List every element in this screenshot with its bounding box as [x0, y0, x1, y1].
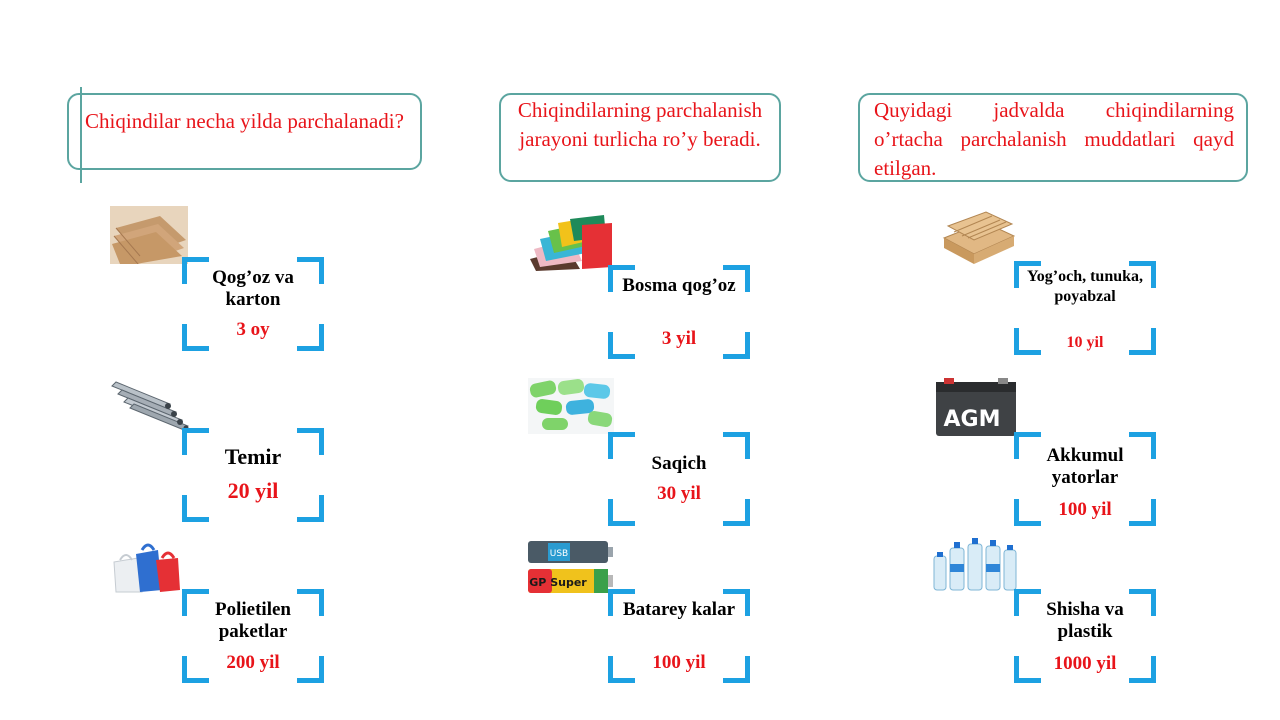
- card-label: Batarey kalar: [622, 599, 736, 620]
- colored-paper-icon: [528, 213, 614, 271]
- card-paper-cardboard: [182, 257, 324, 351]
- card-label: Bosma qog’oz: [622, 275, 736, 296]
- cardboard-sheets-icon: [110, 206, 188, 264]
- card-value: 20 yil: [227, 478, 279, 503]
- card-label: Shisha va plastik: [1046, 599, 1124, 642]
- card-label: Qog’oz va karton: [212, 267, 294, 310]
- batteries-icon: [528, 539, 614, 595]
- card-glass-plastic: [1014, 589, 1156, 683]
- card-batteries: [608, 589, 750, 683]
- plastic-bottles-icon: [930, 536, 1024, 594]
- card-label: Saqich: [651, 453, 707, 474]
- card-value: 1000 yil: [1053, 653, 1117, 674]
- card-value: 10 yil: [1066, 334, 1104, 351]
- card-value: 200 yil: [226, 652, 280, 673]
- chewing-gum-icon: [528, 378, 614, 434]
- plastic-bags-icon: [112, 540, 184, 594]
- card-value: 100 yil: [1058, 499, 1112, 520]
- battery-brand-text: GP Super: [529, 576, 587, 589]
- card-iron: [182, 428, 324, 522]
- card-label: Temir: [224, 444, 282, 469]
- card-label: Polietilen paketlar: [215, 599, 291, 642]
- card-printed-paper: [608, 265, 750, 359]
- process-text: Chiqindilarning parchalanish jarayoni turlicha ro’y beradi.: [517, 98, 763, 151]
- question-banner: [67, 93, 422, 170]
- card-accumulators: [1014, 432, 1156, 526]
- battery-usb-text: USB: [549, 549, 569, 559]
- agm-text: AGM: [943, 407, 1001, 432]
- question-text: Chiqindilar necha yilda parchalanadi?: [85, 109, 404, 133]
- car-battery-icon: [932, 378, 1020, 438]
- card-chewing-gum: [608, 432, 750, 526]
- wooden-pallets-icon: [940, 208, 1016, 266]
- card-value: 100 yil: [652, 652, 706, 673]
- card-value: 3 oy: [236, 319, 270, 340]
- process-banner: [499, 93, 781, 182]
- card-label: Yog’och, tunuka, poyabzal: [1026, 268, 1144, 305]
- table-intro-banner: [858, 93, 1248, 182]
- card-label: Akkumul yatorlar: [1046, 445, 1124, 488]
- card-wood-tin-shoes: [1014, 261, 1156, 355]
- card-polyethylene: [182, 589, 324, 683]
- metal-rods-icon: [108, 378, 190, 430]
- table-intro-text: Quyidagi jadvalda chiqindilarning o’rtacha parchalanish muddatlari qayd etilgan.: [874, 98, 1234, 180]
- card-value: 3 yil: [661, 328, 697, 349]
- card-value: 30 yil: [657, 483, 701, 504]
